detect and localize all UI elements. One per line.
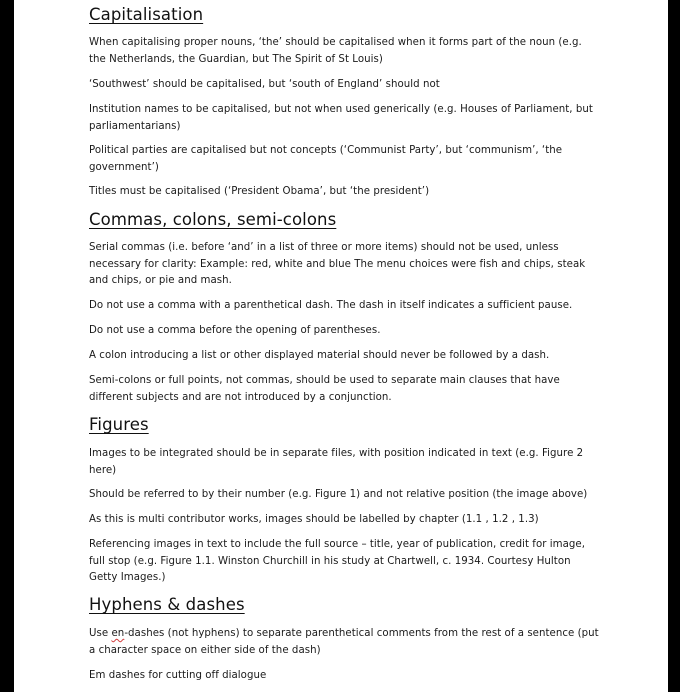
paragraph: Serial commas (i.e. before ‘and’ in a list of three or more items) should not be used, unless necessary for clarity: Example: red, white and blue The menu choices were fish and chips, steak and chips, or pie and mash. bbox=[89, 242, 586, 287]
paragraph: A colon introducing a list or other displayed material should never be followed by a dash. bbox=[89, 350, 550, 361]
paragraph: When capitalising proper nouns, ‘the’ should be capitalised when it forms part of the noun (e.g. the Netherlands, the Guardian, but The Spirit of St Louis) bbox=[89, 37, 582, 65]
paragraph bbox=[89, 626, 599, 659]
paragraph: ‘Southwest’ should be capitalised, but ‘south of England’ should not bbox=[89, 79, 440, 90]
paragraph: Images to be integrated should be in separate files, with position indicated in text (e.g. Figure 2 here) bbox=[89, 448, 584, 476]
paragraph: Do not use a comma before the opening of parentheses. bbox=[89, 325, 381, 336]
paragraph-text-pre: Use bbox=[89, 628, 112, 639]
document-page bbox=[14, 0, 668, 692]
paragraph-text-post: -dashes (not hyphens) to separate parenthetical comments from the rest of a sentence (put a character space on either side of the dash) bbox=[89, 628, 599, 656]
paragraph: Do not use a comma with a parenthetical dash. The dash in itself indicates a sufficient pause. bbox=[89, 300, 573, 311]
section-heading-figures: Figures bbox=[89, 415, 149, 434]
section-heading-commas: Commas, colons, semi-colons bbox=[89, 210, 337, 229]
spelling-flagged-word[interactable]: en bbox=[111, 628, 125, 639]
paragraph: Titles must be capitalised (‘President Obama’, but ‘the president’) bbox=[89, 186, 430, 197]
paragraph: Political parties are capitalised but not concepts (‘Communist Party’, but ‘communism’, ‘the government’) bbox=[89, 145, 563, 173]
paragraph: As this is multi contributor works, images should be labelled by chapter (1.1 , 1.2 , 1.3) bbox=[89, 514, 539, 525]
paragraph: Should be referred to by their number (e.g. Figure 1) and not relative position (the image above) bbox=[89, 489, 588, 500]
section-heading-capitalisation: Capitalisation bbox=[89, 5, 204, 24]
section-heading-hyphens-dashes: Hyphens & dashes bbox=[89, 595, 245, 614]
paragraph: Em dashes for cutting off dialogue bbox=[89, 670, 267, 681]
paragraph: Referencing images in text to include the full source – title, year of publication, credit for image, full stop (e.g. Figure 1.1. Winston Churchill in his study at Chartwell, c. 1934. Courtesy Hulton Getty Images.) bbox=[89, 539, 586, 584]
paragraph: Semi-colons or full points, not commas, should be used to separate main clauses that have different subjects and are not introduced by a conjunction. bbox=[89, 375, 560, 403]
paragraph: Institution names to be capitalised, but not when used generically (e.g. Houses of Parliament, but parliamentarians) bbox=[89, 104, 593, 132]
